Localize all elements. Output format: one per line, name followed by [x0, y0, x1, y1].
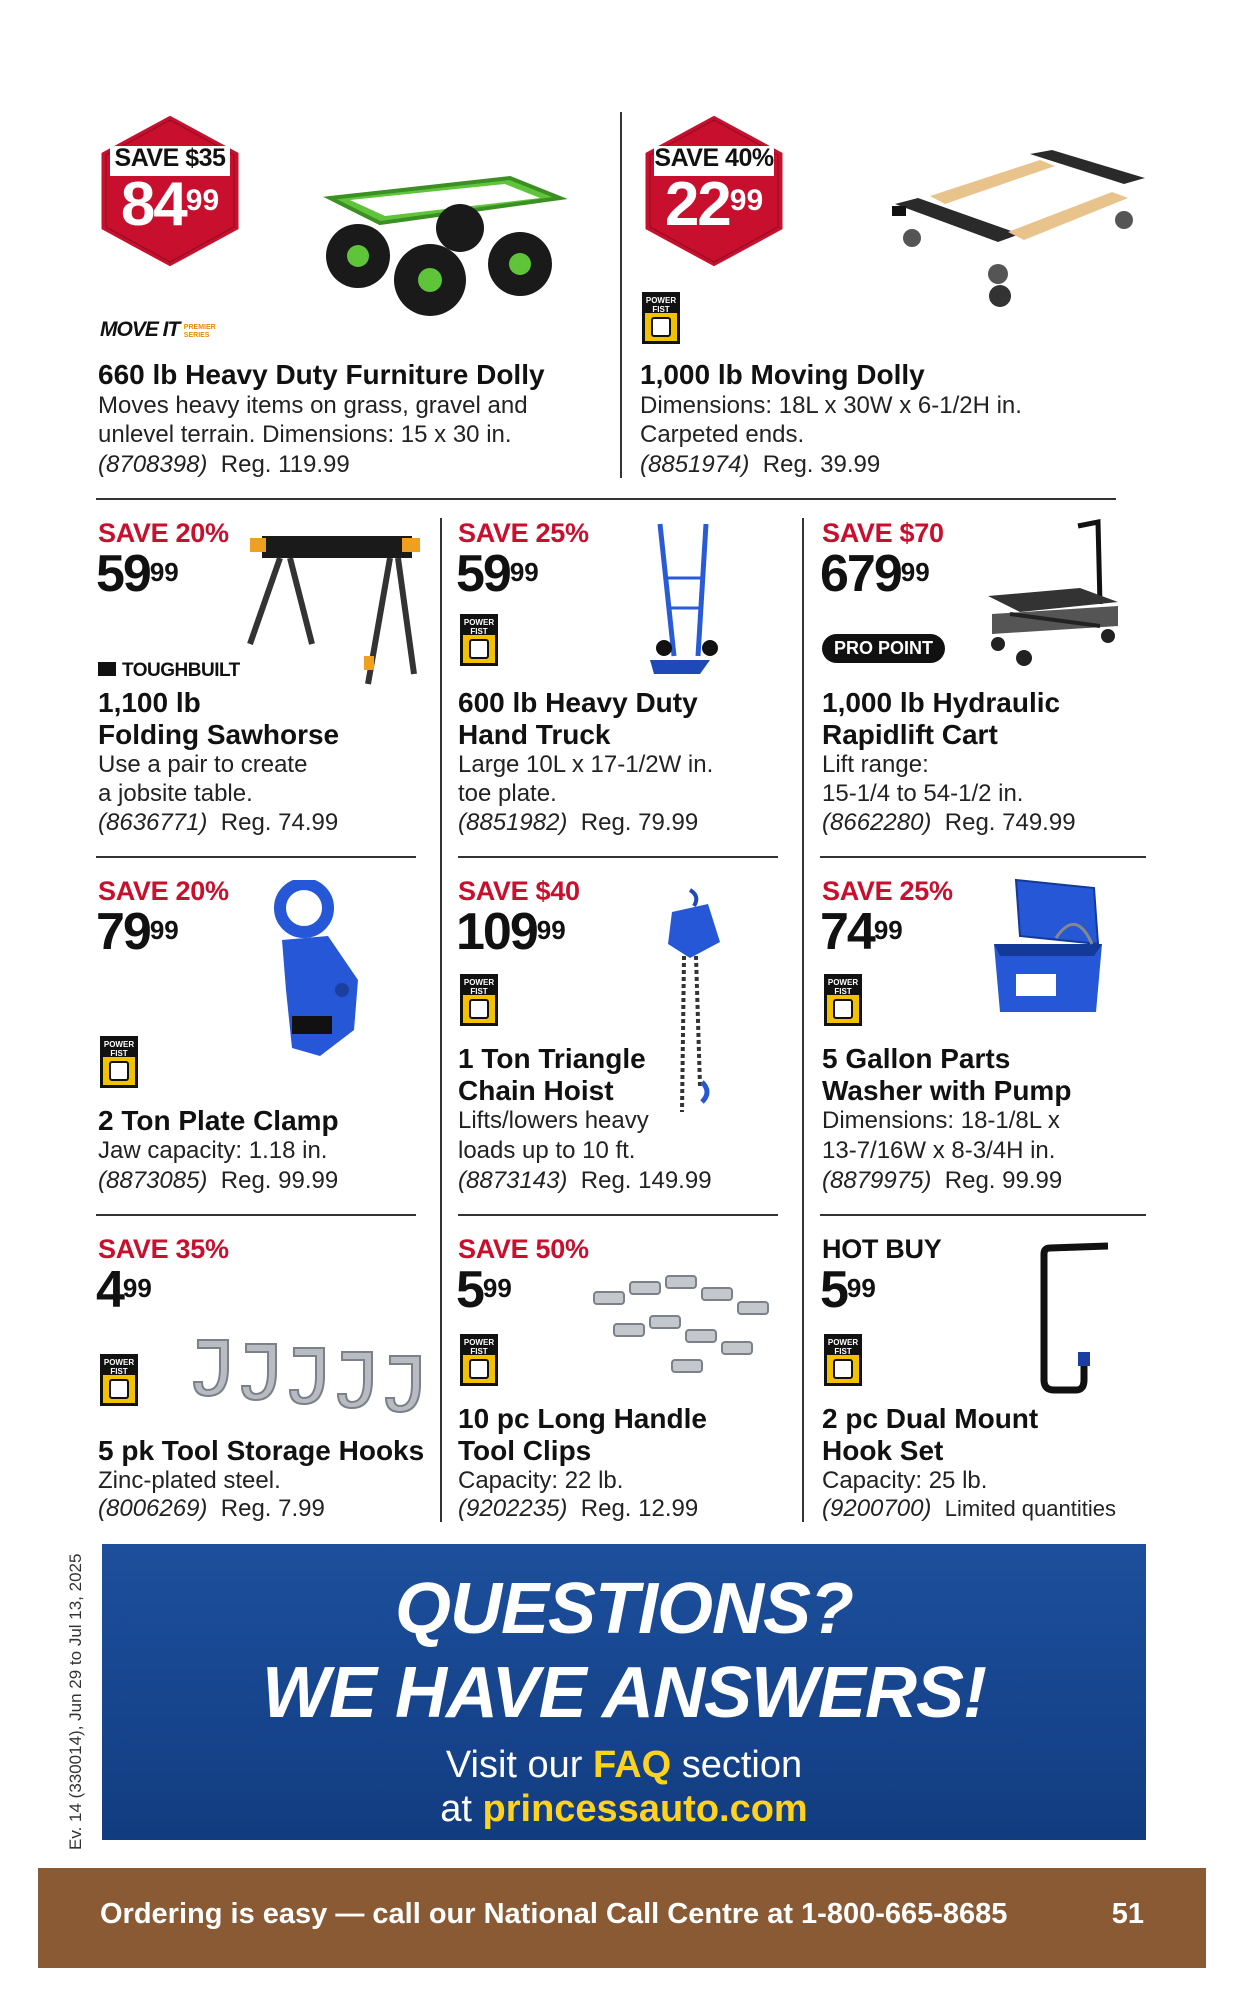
banner-heading-1: QUESTIONS? — [394, 1569, 854, 1649]
faq-banner[interactable] — [102, 1544, 1146, 1840]
product-title-1: 5 Gallon Parts — [822, 1043, 1011, 1074]
product-title-1: 2 Ton Plate Clamp — [98, 1105, 339, 1136]
product-title-2: Tool Clips — [458, 1435, 592, 1466]
fist-icon — [469, 999, 489, 1019]
price-badge — [640, 110, 788, 272]
power-fist-label-icon: POWER FIST — [103, 1040, 135, 1058]
faq-link[interactable]: FAQ — [593, 1744, 672, 1786]
grid-divider-row-1a — [96, 856, 416, 858]
product-desc-2: unlevel terrain. Dimensions: 15 x 30 in. — [98, 421, 512, 448]
product-desc-2: toe plate. — [458, 780, 557, 807]
product-sku-reg: (8873085) Reg. 99.99 — [98, 1167, 339, 1194]
product-title-2: Hand Truck — [458, 719, 611, 750]
chain-hoist-image — [660, 886, 730, 1116]
power-fist-logo-icon — [460, 974, 498, 1026]
banner-heading-2: WE HAVE ANSWERS! — [261, 1653, 986, 1733]
product-title-1: 600 lb Heavy Duty — [458, 687, 698, 718]
product-sku-reg: (8662280) Reg. 749.99 — [822, 809, 1076, 836]
product-title: 1,000 lb Moving Dolly — [640, 359, 925, 390]
grid-divider-row-1b — [458, 856, 778, 858]
footer-bar — [38, 1868, 1206, 1968]
product-desc-2: a jobsite table. — [98, 780, 253, 807]
product-title-2: Chain Hoist — [458, 1075, 614, 1106]
product-title-1: 10 pc Long Handle — [458, 1403, 707, 1434]
moving-dolly-image — [890, 146, 1152, 316]
save-label: SAVE 20% — [98, 518, 229, 548]
sale-price: $22^{99}$ — [664, 170, 764, 239]
fist-icon — [833, 999, 853, 1019]
product-title-1: 1,100 lb — [98, 687, 201, 718]
sale-price: $84^{99}$ — [120, 170, 220, 239]
banner-visit-line: Visit our FAQ section — [445, 1744, 803, 1786]
fist-icon — [109, 1061, 129, 1081]
grid-divider-vertical-2 — [802, 518, 804, 1522]
save-label: SAVE 40% — [654, 144, 774, 172]
fist-icon — [651, 317, 671, 337]
save-label: SAVE $35 — [114, 144, 226, 172]
grid-divider-row-2b — [458, 1214, 778, 1216]
product-sku-reg: (9200700) Limited quantities — [822, 1495, 1116, 1522]
sawhorse-image — [240, 534, 422, 694]
product-sku-reg: (8636771) Reg. 74.99 — [98, 809, 339, 836]
product-desc-2: loads up to 10 ft. — [458, 1137, 636, 1164]
sale-price: $79^{99}$ — [96, 903, 179, 961]
banner-url-line: at princessauto.com — [440, 1788, 808, 1830]
product-title-2: Washer with Pump — [822, 1075, 1072, 1106]
power-fist-label-icon: POWER FIST — [827, 978, 859, 996]
save-label: SAVE $40 — [458, 876, 580, 906]
fist-icon — [469, 1359, 489, 1379]
price-badge — [96, 110, 244, 272]
save-label: SAVE 35% — [98, 1234, 229, 1264]
top-divider-horizontal — [96, 498, 1116, 500]
product-title-1: 5 pk Tool Storage Hooks — [98, 1435, 425, 1466]
product-sku-reg: (8851982) Reg. 79.99 — [458, 809, 699, 836]
product-sku-reg: (8873143) Reg. 149.99 — [458, 1167, 712, 1194]
power-fist-label-icon: POWER FIST — [463, 978, 495, 996]
product-desc-1: Large 10L x 17-1/2W in. — [458, 751, 714, 778]
save-label: SAVE 25% — [822, 876, 953, 906]
sale-price: $109^{99}$ — [456, 903, 566, 961]
save-label: SAVE 50% — [458, 1234, 589, 1264]
product-desc-2: 13-7/16W x 8-3/4H in. — [822, 1137, 1056, 1164]
sale-price: $4^{99}$ — [96, 1261, 152, 1319]
page-number: 51 — [1111, 1898, 1144, 1930]
hot-buy-label: HOT BUY — [822, 1234, 942, 1264]
product-title-1: 1 Ton Triangle — [458, 1043, 646, 1074]
save-label: SAVE 20% — [98, 876, 229, 906]
power-fist-logo-icon — [100, 1036, 138, 1088]
product-desc-1: Lifts/lowers heavy — [458, 1107, 649, 1134]
brand-logo-propoint: PRO POINT — [822, 634, 945, 663]
product-title-2: Hook Set — [822, 1435, 944, 1466]
power-fist-label-icon: POWER FIST — [463, 1338, 495, 1356]
product-desc-2: 15-1/4 to 54-1/2 in. — [822, 780, 1024, 807]
power-fist-logo-icon — [460, 614, 498, 666]
power-fist-logo-icon — [460, 1334, 498, 1386]
sale-price: $679^{99}$ — [820, 545, 930, 603]
fist-icon — [469, 639, 489, 659]
product-title-1: 1,000 lb Hydraulic — [822, 687, 1061, 718]
product-title-2: Folding Sawhorse — [98, 719, 340, 750]
grid-divider-row-2a — [96, 1214, 416, 1216]
product-title-2: Rapidlift Cart — [822, 719, 998, 750]
grid-divider-vertical-1 — [440, 518, 442, 1522]
product-desc-2: Carpeted ends. — [640, 421, 805, 448]
product-desc-1: Dimensions: 18L x 30W x 6-1/2H in. — [640, 392, 1022, 419]
call-centre-text: Ordering is easy — call our National Call Centre at 1-800-665-8685 — [100, 1898, 1008, 1930]
product-sku-reg: (8006269) Reg. 7.99 — [98, 1495, 325, 1522]
sale-price: $59^{99}$ — [456, 545, 539, 603]
brand-logo-moveit: MOVE IT PREMIER SERIES — [100, 318, 216, 341]
power-fist-logo-icon — [642, 292, 680, 344]
storage-hooks-image — [174, 1332, 430, 1422]
plate-clamp-image — [262, 880, 382, 1060]
fist-icon — [109, 1379, 129, 1399]
top-divider-vertical — [620, 112, 622, 478]
hand-truck-image — [640, 518, 730, 678]
fist-icon — [833, 1359, 853, 1379]
brand-logo-toughbuilt: TOUGHBUILT — [98, 660, 240, 682]
power-fist-label-icon: POWER FIST — [827, 1338, 859, 1356]
product-desc-1: Zinc-plated steel. — [98, 1467, 281, 1494]
tool-clips-image — [584, 1268, 784, 1388]
sale-price: $59^{99}$ — [96, 545, 179, 603]
edition-note: Ev. 14 (330014), Jun 29 to Jul 13, 2025 — [66, 1553, 85, 1850]
product-desc-1: Use a pair to create — [98, 751, 308, 778]
save-label: SAVE 25% — [458, 518, 589, 548]
hook-set-image — [1036, 1240, 1116, 1400]
grid-divider-row-1c — [820, 856, 1146, 858]
toughbuilt-mark-icon — [98, 662, 116, 676]
save-label: SAVE $70 — [822, 518, 944, 548]
power-fist-label-icon: POWER FIST — [463, 618, 495, 636]
furniture-dolly-image — [310, 168, 570, 318]
hydraulic-cart-image — [980, 518, 1130, 678]
product-desc-1: Capacity: 25 lb. — [822, 1467, 988, 1494]
product-desc-1: Moves heavy items on grass, gravel and — [98, 392, 528, 419]
product-sku-reg: (8851974) Reg. 39.99 — [640, 451, 881, 478]
parts-washer-image — [986, 878, 1116, 1028]
power-fist-logo-icon — [824, 974, 862, 1026]
power-fist-label-icon: POWER FIST — [645, 296, 677, 314]
product-desc-1: Capacity: 22 lb. — [458, 1467, 624, 1494]
sale-price: $5^{99}$ — [456, 1261, 512, 1319]
power-fist-logo-icon — [824, 1334, 862, 1386]
product-desc-1: Jaw capacity: 1.18 in. — [98, 1137, 328, 1164]
power-fist-logo-icon — [100, 1354, 138, 1406]
product-sku-reg: (8879975) Reg. 99.99 — [822, 1167, 1063, 1194]
power-fist-label-icon: POWER FIST — [103, 1358, 135, 1376]
grid-divider-row-2c — [820, 1214, 1146, 1216]
product-desc-1: Lift range: — [822, 751, 929, 778]
product-title: 660 lb Heavy Duty Furniture Dolly — [98, 359, 545, 390]
product-desc-1: Dimensions: 18-1/8L x — [822, 1107, 1060, 1134]
product-sku-reg: (9202235) Reg. 12.99 — [458, 1495, 699, 1522]
sale-price: $5^{99}$ — [820, 1261, 876, 1319]
product-title-1: 2 pc Dual Mount — [822, 1403, 1039, 1434]
product-sku-reg: (8708398) Reg. 119.99 — [98, 451, 350, 478]
website-link[interactable]: princessauto.com — [482, 1788, 808, 1830]
sale-price: $74^{99}$ — [820, 903, 903, 961]
